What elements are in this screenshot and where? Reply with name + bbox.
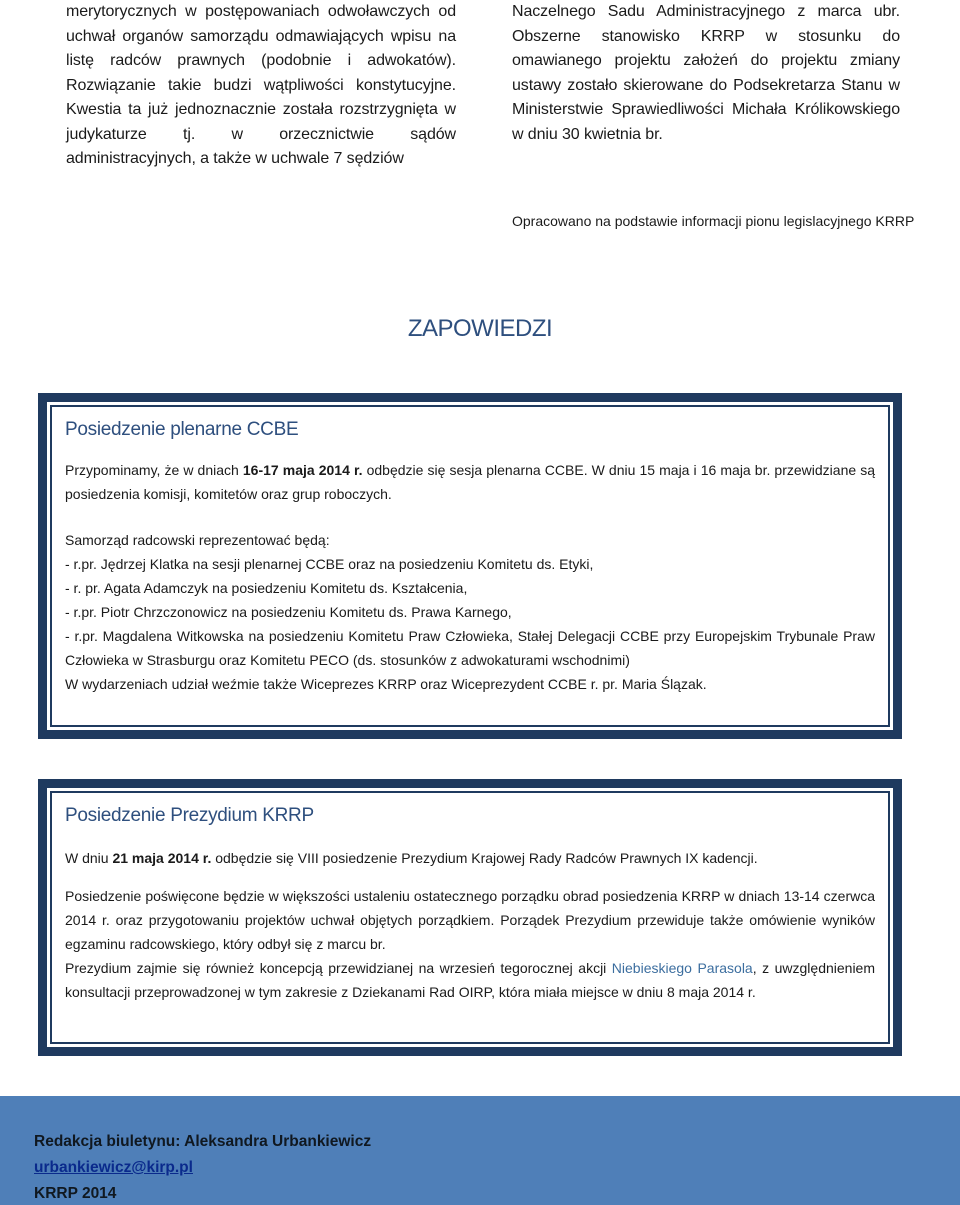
representative-item: - r. pr. Agata Adamczyk na posiedzeniu Komitetu ds. Kształcenia, [65,580,468,596]
footer-email-link[interactable]: urbankiewicz@kirp.pl [34,1159,193,1176]
representative-item: - r.pr. Magdalena Witkowska na posiedzeniu Komitetu Praw Człowieka, Stałej Delegacji CCBE przy Europejskim Trybunale Praw Człowieka w Strasburgu oraz Komitetu PECO (ds. stosunków z adwokaturami wschodnimi) [65,628,875,668]
representatives-intro: Samorząd radcowski reprezentować będą: [65,532,330,548]
footer-copyright: KRRP 2014 [34,1185,117,1202]
representative-item: - r.pr. Jędrzej Klatka na sesji plenarnej CCBE oraz na posiedzeniu Komitetu ds. Etyki, [65,556,594,572]
plenary-closing: W wydarzeniach udział weźmie także Wiceprezes KRRP oraz Wiceprezydent CCBE r. pr. Maria Ślązak. [65,676,707,692]
article-continuation-left: merytorycznych w postępowaniach odwoławczych od uchwał organów samorządu odmawiających wpisu na listę radców prawnych (podobnie i adwokatów). Rozwiązanie takie budzi wątpliwości konstytucyjne. Kwestia ta już jednoznacznie została rozstrzygnięta w judykaturze tj. w orzecznictwie sądów administracyjnych, a także w uchwale 7 sędziów [66,3,456,167]
presidium-date-para: W dniu 21 maja 2014 r. odbędzie się VIII posiedzenie Prezydium Krajowej Rady Radców Prawnych IX kadencji. [65,850,758,866]
blue-umbrella-link[interactable]: Niebieskiego Parasola [611,960,753,976]
presidium-meeting-box [38,779,902,1056]
representative-item: - r.pr. Piotr Chrzczonowicz na posiedzeniu Komitetu ds. Prawa Karnego, [65,604,512,620]
plenary-intro: Przypominamy, że w dniach 16-17 maja 2014 r. odbędzie się sesja plenarna CCBE. W dniu 15 maja i 16 maja br. przewidziane są posiedzenia komisji, komitetów oraz grup roboczych. [65,462,875,502]
footer [0,1096,960,1205]
footer-editor: Redakcja biuletynu: Aleksandra Urbankiewicz [34,1133,372,1150]
presidium-agenda-para: Posiedzenie poświęcone będzie w większości ustaleniu ostatecznego porządku obrad posiedzenia KRRP w dniach 13-14 czerwca 2014 r. oraz przygotowaniu projektów uchwał objętych porządkiem. Porządek Prezydium przewiduje także omówienie wyników egzaminu radcowskiego, który odbył się z marcu br. [65,888,875,952]
presidium-date: 21 maja 2014 r. [112,850,212,866]
plenary-dates: 16-17 maja 2014 r. [242,462,363,478]
presidium-campaign-para: Prezydium zajmie się również koncepcją przewidzianej na wrzesień tegorocznej akcji Niebieskiego Parasola, z uwzględnieniem konsultacji przeprowadzonej w tym zakresie z Dziekanami Rad OIRP, która miała miejsce w dniu 8 maja 2014 r. [65,960,876,1000]
presidium-title: Posiedzenie Prezydium KRRP [65,805,314,826]
plenary-title: Posiedzenie plenarne CCBE [65,419,299,440]
section-heading: ZAPOWIEDZI [407,315,553,342]
source-note: Opracowano na podstawie informacji pionu legislacyjnego KRRP [512,213,915,229]
plenary-session-box [38,393,902,739]
article-continuation-right: Naczelnego Sadu Administracyjnego z marca ubr. Obszerne stanowisko KRRP w stosunku do omawianego projektu założeń do projektu zmiany ustawy zostało skierowane do Podsekretarza Stanu w Ministerstwie Sprawiedliwości Michała Królikowskiego w dniu 30 kwietnia br. [512,3,900,143]
